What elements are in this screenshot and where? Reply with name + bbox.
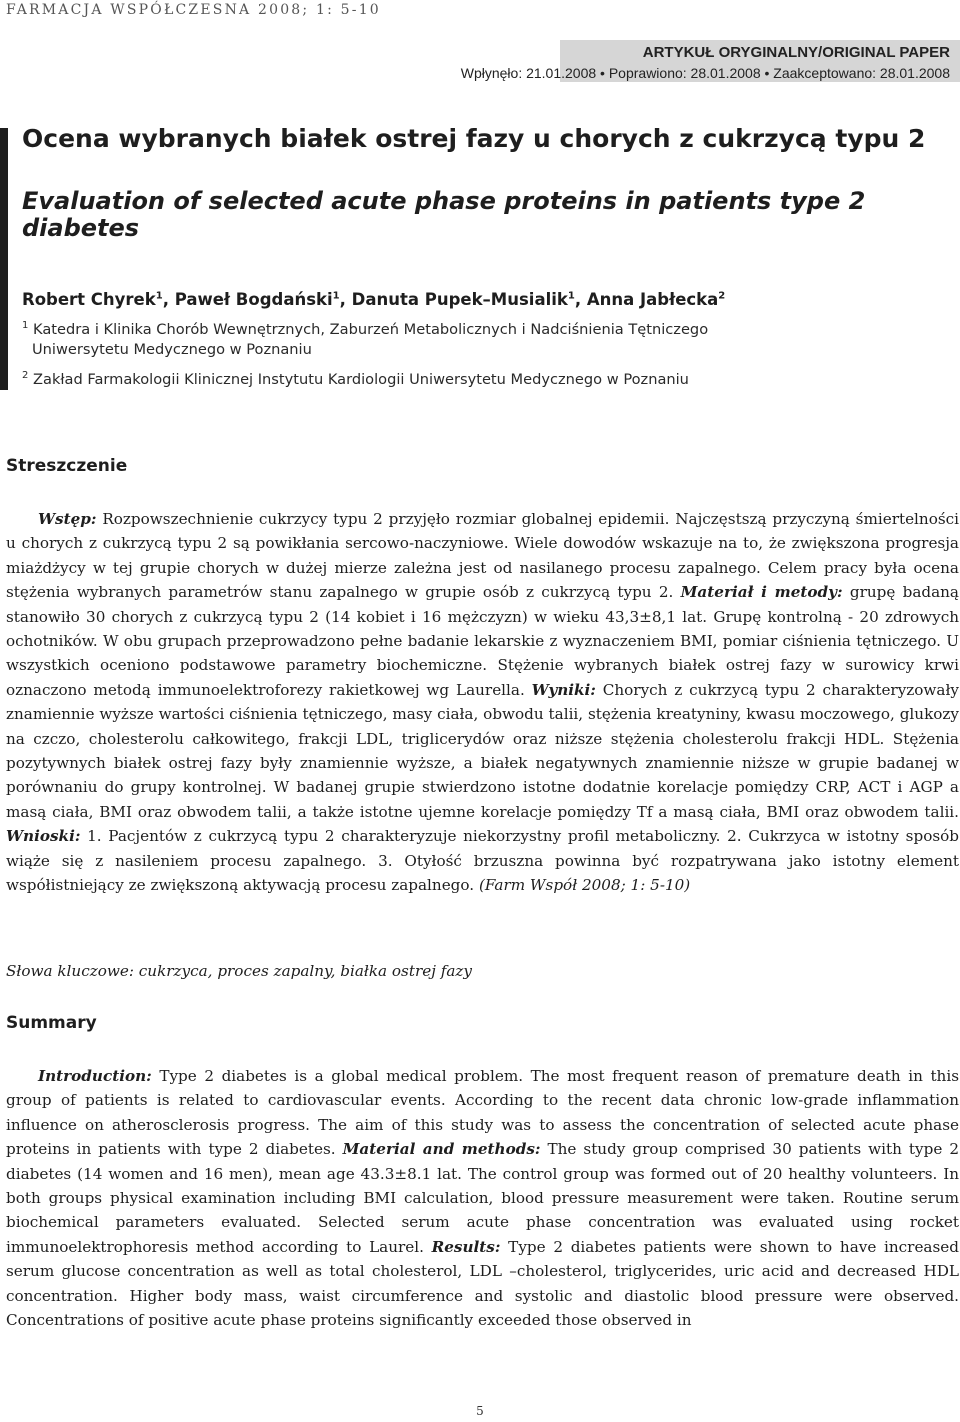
article-dates: Wpłynęło: 21.01.2008 • Poprawiono: 28.01.2008 • Zaakceptowano: 28.01.2008 [460,65,950,81]
article-type: ARTYKUŁ ORYGINALNY/ORIGINAL PAPER [642,44,950,61]
text-wstep: Rozpowszechnienie cukrzycy typu 2 przyjęło rozmiar globalnej epidemii. Najczęstszą przyczyną śmiertelności u chorych z cukrzycą typu 2 są powikłania sercowo-naczyniowe. Wiele dowodów wskazuje na to, że zwiększona progresja miażdżycy w tej grupie chorych w dużej mierze zależna jest od nasilanego procesu zapalnego. Celem pracy była ocena stężenia wybranych parametrów stanu zapalnego w grupie osób z cukrzycą typu 2. [6,510,959,602]
page-number: 5 [476,1404,484,1418]
affiliation-line: Uniwersytetu Medycznego w Poznaniu [32,341,312,358]
text-wnioski: 1. Pacjentów z cukrzycą typu 2 charakteryzuje niekorzystny profil metaboliczny. 2. Cukrzyca w istotny sposób wiąże się z nasileniem procesu zapalnego. 3. Otyłość brzuszna powinna być rozpatrywana jako istotny element współistniejący ze zwiększoną aktywacją procesu zapalnego. [6,827,959,895]
text-introduction: Type 2 diabetes is a global medical problem. The most frequent reason of premature death in this group of patients is related to cardiovascular events. According to the recent data chronic low-grade inflammation influence on atherosclerosis progress. The aim of this study was to assess the concentration of selected acute phase proteins in patients with type 2 diabetes. [6,1067,959,1159]
label-methods: Material and methods: [342,1140,541,1159]
title-side-rule [0,128,8,390]
author-sup: 2 [718,290,726,302]
streszczenie-body [6,507,959,898]
author-name: Anna Jabłecka [586,290,719,309]
title-english: Evaluation of selected acute phase proteins in patients type 2 diabetes [22,187,866,242]
author-sep: , [339,290,352,309]
author-name: Robert Chyrek [22,290,156,309]
author-name: Danuta Pupek–Musialik [351,290,568,309]
citation: (Farm Współ 2008; 1: 5-10) [478,876,691,895]
affiliation-sup: 1 [22,320,29,332]
label-wyniki: Wyniki: [531,680,596,699]
text-methods: The study group comprised 30 patients with type 2 diabetes (14 women and 16 men), mean age 43.3±8.1 lat. The control group was formed out of 20 healthy volunteers. In both groups physical examination including BMI calculation, blood pressure measurement were taken. Routine serum biochemical parameters evaluated. Selected serum acute phase concentration was evaluated using rocket immunoelektrophoresis method according to Laurel. [6,1140,959,1256]
keywords: Słowa kluczowe: cukrzyca, proces zapalny, białka ostrej fazy [6,962,472,980]
streszczenie-heading: Streszczenie [6,456,128,476]
affiliation-2 [22,370,952,390]
label-introduction: Introduction: [38,1067,152,1085]
author-sup: 1 [155,290,163,302]
author-sup: 1 [332,290,340,302]
text-results: Type 2 diabetes patients were shown to have increased serum glucose concentration as well as total cholesterol, LDL –cholesterol, triglycerides, uric acid and decreased HDL concentration. Higher body mass, waist circumference and systolic and diastolic blood pressure were observed. Concentrations of positive acute phase proteins significantly exceeded those observed in [6,1237,959,1330]
text-wyniki: Chorych z cukrzycą typu 2 charakteryzowały znamiennie wyższe wartości ciśnienia tętniczego, masy ciała, obwodu talii, stężenia kreatyniny, kwasu moczowego, glukozy na czczo, cholesterolu całkowitego, frakcji LDL, triglicerydów oraz niższe stężenia cholesterolu frakcji HDL. Stężenia pozytywnych białek ostrej fazy były znamiennie wyższe, a białek negatywnych znamiennie niższe w grupie badanej w porównaniu do grupy kontrolnej. W badanej grupie stwierdzono istotne dodatnie korelacje pomiędzy CRP, ACT i AGP a masą ciała, BMI oraz obwodem talii, a także istotne ujemne korelacje pomiędzy Tf a masą ciała, BMI oraz obwodem talii. [6,680,959,821]
author-sup: 1 [567,290,575,302]
label-metody: Materiał i metody: [680,583,843,602]
affiliation-sup: 2 [22,370,29,382]
text-metody: grupę badaną stanowiło 30 chorych z cukrzycą typu 2 (14 kobiet i 16 mężczyzn) w wieku 43,3±8,1 lat. Grupę kontrolną - 20 zdrowych ochotników. W obu grupach przeprowadzono pełne badanie lekarskie z wyznaczeniem BMI, pomiar ciśnienia tętniczego. U wszystkich oceniono podstawowe parametry biochemiczne. Stężenie wybranych białek ostrej fazy w surowicy krwi oznaczono metodą immunoelektroforezy rakietkowej wg Laurella. [6,583,959,699]
label-wnioski: Wnioski: [6,827,81,846]
author-sep: , [162,290,175,309]
author-sep: , [574,290,587,309]
label-wstep: Wstęp: [38,510,97,528]
journal-header: FARMACJA WSPÓŁCZESNA 2008; 1: 5-10 [6,2,381,18]
summary-heading: Summary [6,1013,97,1033]
title-polish: Ocena wybranych białek ostrej fazy u chorych z cukrzycą typu 2 [22,124,926,153]
affiliation-line: Katedra i Klinika Chorób Wewnętrznych, Zaburzeń Metabolicznych i Nadciśnienia Tętniczego [33,321,709,338]
affiliation-line: Zakład Farmakologii Klinicznej Instytutu Kardiologii Uniwersytetu Medycznego w Poznaniu [33,371,689,388]
author-name: Paweł Bogdański [174,290,333,309]
author-list [22,290,952,309]
affiliation-1 [22,320,952,360]
summary-body [6,1064,959,1332]
label-results: Results: [431,1237,501,1256]
